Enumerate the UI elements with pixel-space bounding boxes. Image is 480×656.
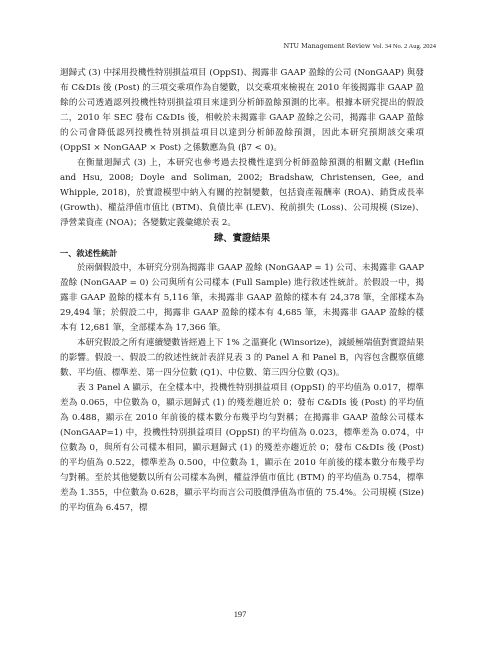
body-paragraph: 本研究假設之所有連續變數皆經過上下 1% 之溫賽化 (Winsorize)，減緩極端值對實證結果的影響。假設一、假設二的敘述性統計表詳見表 3 的 Panel A 和 Panel B，內容包含觀察值總數、平均值、標準差、第一四分位數 (Q1)、中位數、第三四分位數 (Q3)。 [60, 338, 424, 378]
page-number: 197 [233, 610, 247, 619]
subsection-heading: 一、敘述性統計 [60, 248, 118, 258]
journal-volume: Vol. 34 No. 2 Aug. 2024 [372, 43, 436, 50]
journal-name: NTU Management Review [283, 42, 371, 50]
body-paragraph: 在衡量迴歸式 (3) 上，本研究也參考過去投機性達到分析師盈餘預測的相關文獻 (Heflin and Hsu, 2008; Doyle and Soliman, 2002; Bradshaw, Christensen, Gee, and Whipple, 2018)，於實證模型中納入有關的控制變數，包括資產報酬率 (ROA)、銷貨成長率 (Growth)、權益淨值市值比 (BTM)、負債比率 (LEV)、稅前損失 (Loss)、公司規模 (Size)、淨營業資產 (NOA)；各變數定義彙總於表 2。 [60, 158, 424, 228]
body-paragraph: 迴歸式 (3) 中採用投機性特別損益項目 (OppSI)、揭露非 GAAP 盈餘的公司 (NonGAAP) 與發布 C&DIs 後 (Post) 的三項交乘項作為自變數，以交乘項來檢視在 2010 年後揭露非 GAAP 盈餘的公司透過認列投機性特別損益項目來達到分析師盈餘預測的比率。根據本研究提出的假設二，2010 年 SEC 發布 C&DIs 後，相較於未揭露非 GAAP 盈餘之公司，揭露非 GAAP 盈餘的公司會降低認列投機性特別損益項目以達到分析師盈餘預測，因此本研究預期該交乘項 (OppSI × NonGAAP × Post) 之係數應為負 (β7 < 0)。 [60, 68, 424, 153]
running-head [284, 42, 436, 50]
section-heading: 肆、實證結果 [213, 233, 271, 244]
article-body [60, 66, 424, 516]
body-paragraph: 於兩個假設中，本研究分別為揭露非 GAAP 盈餘 (NonGAAP = 1) 公司、未揭露非 GAAP 盈餘 (NonGAAP = 0) 公司與所有公司樣本 (Full Sample) 進行敘述性統計。於假設一中，揭露非 GAAP 盈餘的樣本有 5,116 筆，未揭露非 GAAP 盈餘的樣本有 24,378 筆，全部樣本為 29,494 筆；於假設二中，揭露非 GAAP 盈餘的樣本有 4,685 筆，未揭露非 GAAP 盈餘的樣本有 12,681 筆，全部樣本為 17,366 筆。 [60, 263, 424, 333]
body-paragraph: 表 3 Panel A 顯示，在全樣本中，投機性特別損益項目 (OppSI) 的平均值為 0.017，標準差為 0.065，中位數為 0，顯示迴歸式 (1) 的殘差趨近於 0；發布 C&DIs 後 (Post) 的平均值為 0.488，顯示在 2010 年前後的樣本數分布幾乎均勻對稱；在揭露非 GAAP 盈餘公司樣本 (NonGAAP=1) 中，投機性特別損益項目 (OppSI) 的平均值為 0.023，標準差為 0.074，中位數為 0，與所有公司樣本相同，顯示迴歸式 (1) 的殘差亦趨近於 0；發布 C&DIs 後 (Post) 的平均值為 0.522，標準差為 0.500，中位數為 1，顯示在 2010 年前後的樣本數分布幾乎均勻對稱。至於其他變數以所有公司樣本為例，權益淨值市值比 (BTM) 的平均值為 0.754，標準差為 1.355，中位數為 0.628，顯示平均而言公司股價淨值為市值的 75.4%。公司規模 (Size) 的平均值為 6.457，標 [60, 383, 424, 513]
